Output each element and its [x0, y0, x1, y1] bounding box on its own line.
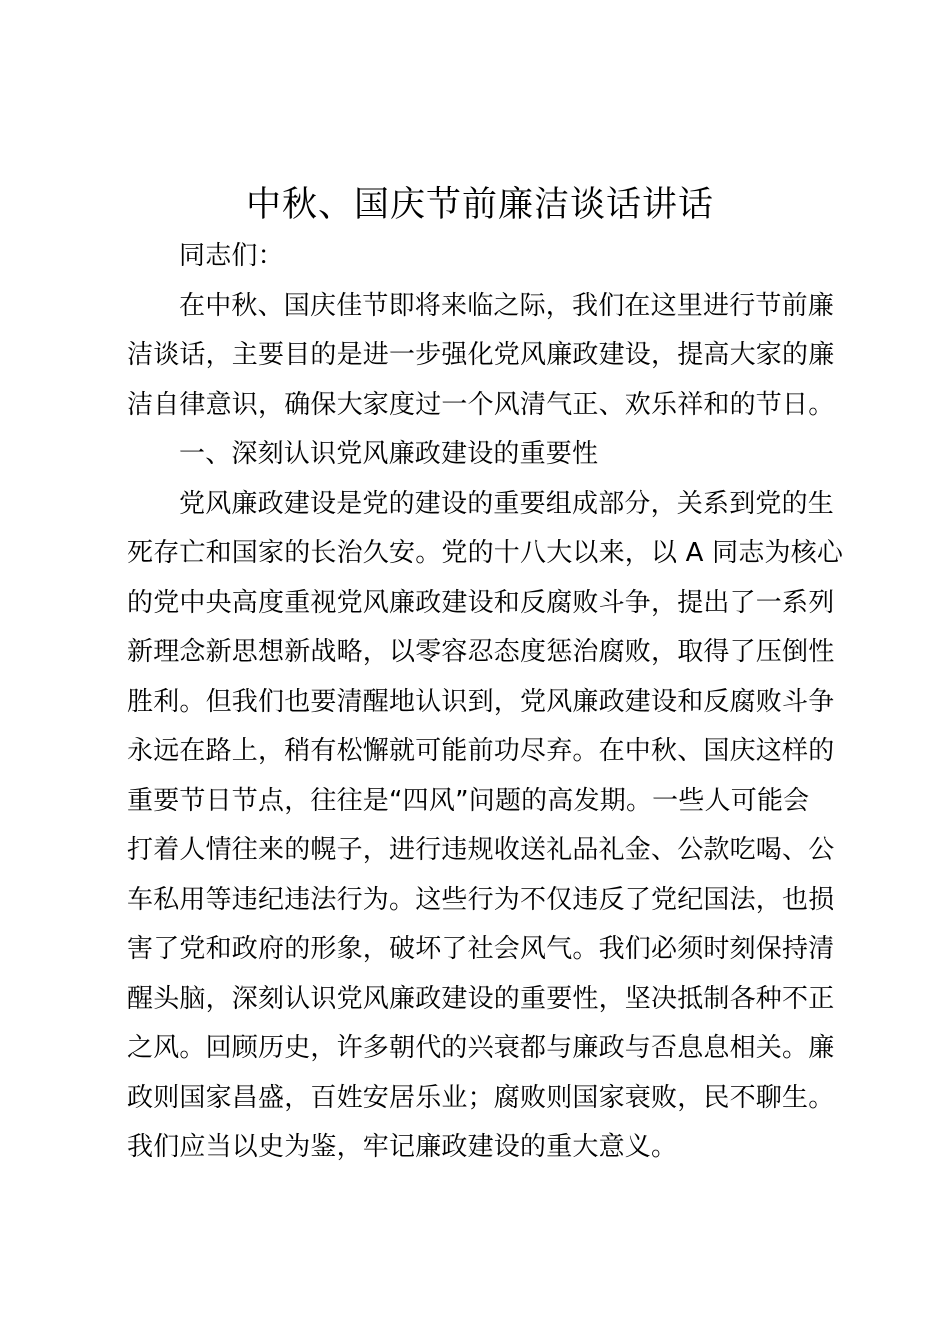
paragraph-line: 死存亡和国家的长治久安。党的十八大以来，以 A 同志为核心	[127, 538, 844, 568]
paragraph-line: 洁自律意识，确保大家度过一个风清气正、欢乐祥和的节日。	[127, 389, 835, 420]
paragraph-line: 车私用等违纪违法行为。这些行为不仅违反了党纪国法，也损	[127, 884, 835, 915]
document-body	[127, 232, 844, 1173]
paragraph-line: 永远在路上，稍有松懈就可能前功尽弃。在中秋、国庆这样的	[127, 736, 835, 766]
paragraph-line: 的党中央高度重视党风廉政建设和反腐败斗争，提出了一系列	[127, 587, 835, 618]
paragraph-line: 之风。回顾历史，许多朝代的兴衰都与廉政与否息息相关。廉	[127, 1033, 835, 1063]
paragraph-line: 害了党和政府的形象，破坏了社会风气。我们必须时刻保持清	[127, 934, 835, 964]
paragraph-line: 醒头脑，深刻认识党风廉政建设的重要性，坚决抵制各种不正	[127, 983, 835, 1014]
paragraph-line: 重要节日节点，往往是“四风”问题的高发期。一些人可能会	[127, 785, 810, 816]
paragraph-line: 打着人情往来的幌子，进行违规收送礼品礼金、公款吃喝、公	[127, 835, 835, 865]
salutation-line: 同志们：	[179, 241, 284, 271]
paragraph-line: 新理念新思想新战略，以零容忍态度惩治腐败，取得了压倒性	[127, 637, 835, 667]
paragraph-line: 胜利。但我们也要清醒地认识到，党风廉政建设和反腐败斗争	[127, 686, 835, 717]
section-heading: 一、深刻认识党风廉政建设的重要性	[179, 439, 599, 469]
paragraph-line: 洁谈话，主要目的是进一步强化党风廉政建设，提高大家的廉	[127, 340, 835, 370]
paragraph-line: 政则国家昌盛，百姓安居乐业；腐败则国家衰败，民不聊生。	[127, 1082, 835, 1113]
paragraph-line: 在中秋、国庆佳节即将来临之际，我们在这里进行节前廉	[179, 290, 835, 321]
paragraph-line: 党风廉政建设是党的建设的重要组成部分，关系到党的生	[179, 488, 835, 519]
paragraph-line: 我们应当以史为鉴，牢记廉政建设的重大意义。	[127, 1132, 678, 1162]
document-title: 中秋、国庆节前廉洁谈话讲话	[245, 185, 714, 225]
